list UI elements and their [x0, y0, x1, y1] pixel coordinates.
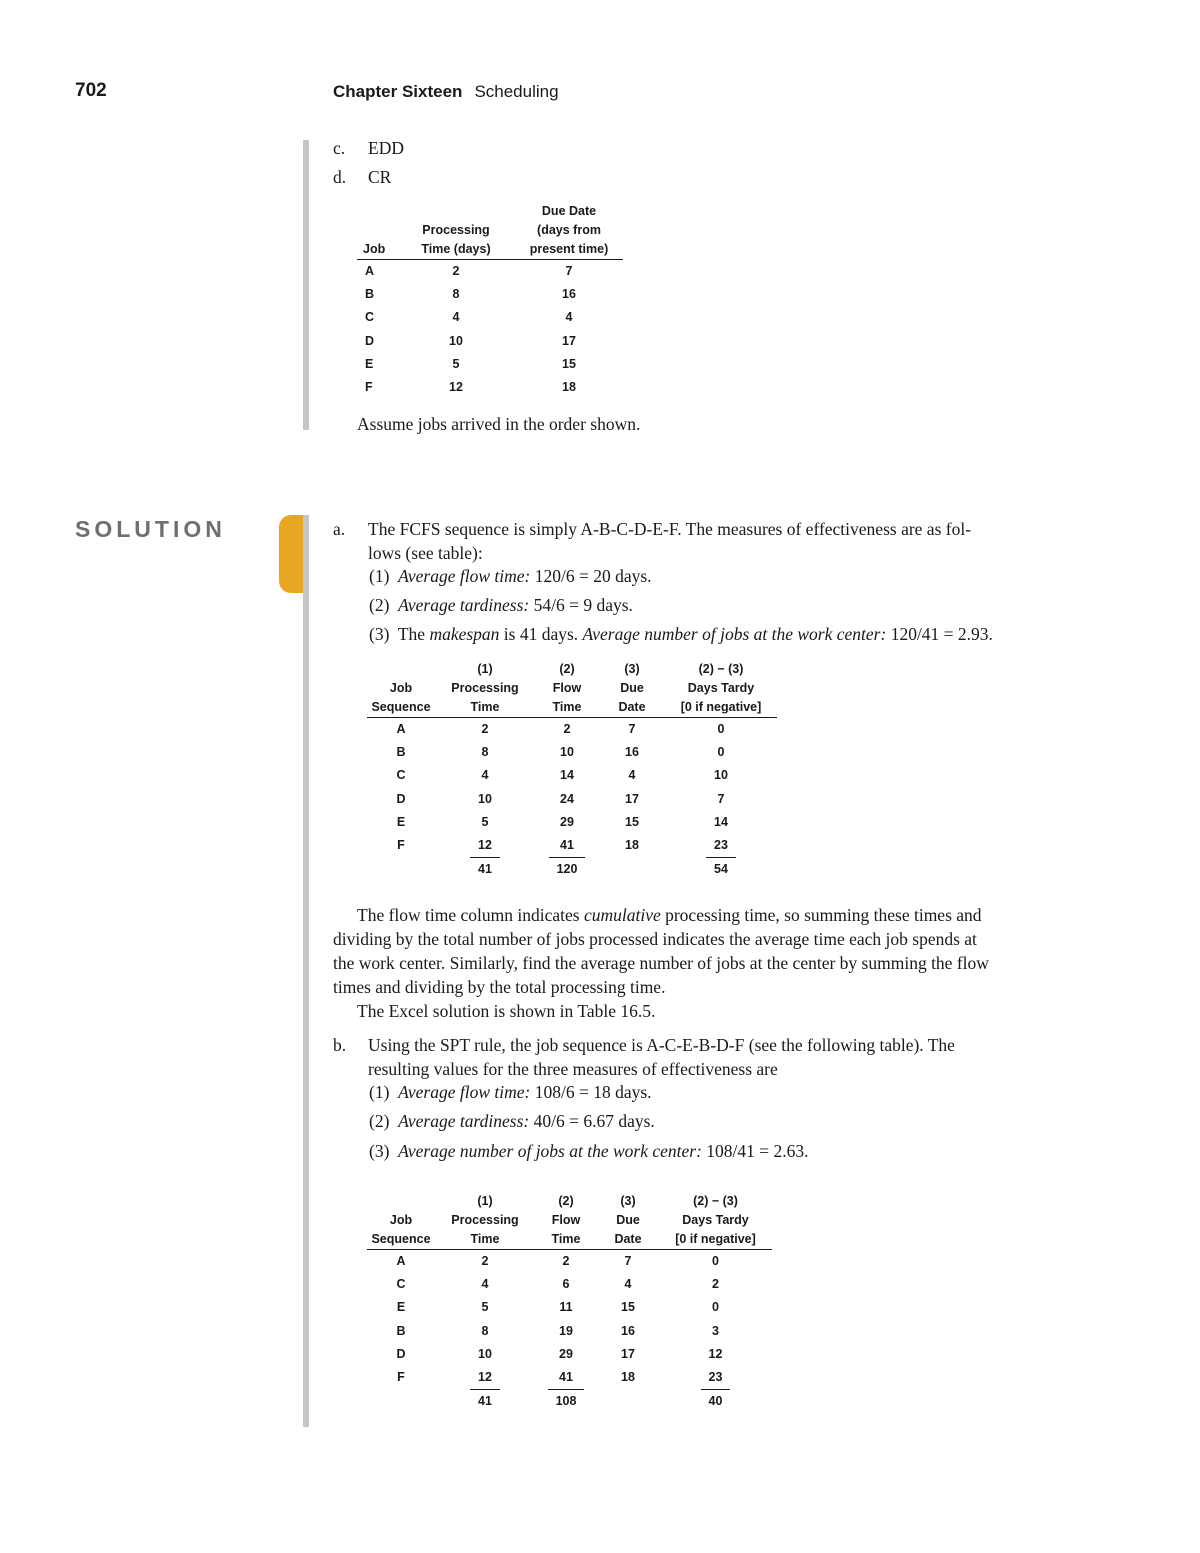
table-cell: 16 — [621, 1323, 635, 1338]
table-cell: 2 — [563, 722, 571, 736]
table-cell: B — [365, 287, 375, 302]
table-total-cell — [435, 857, 535, 881]
table-cell: 15 — [562, 356, 576, 371]
measure-makespan — [369, 622, 993, 646]
table-header-cell — [397, 202, 515, 221]
total-value: 108 — [548, 1389, 585, 1411]
table-header-cell: Processing — [422, 223, 490, 237]
table-header-cell: Sequence — [367, 1230, 435, 1250]
table-cell: 11 — [559, 1300, 573, 1315]
table-cell: 7 — [624, 1254, 632, 1268]
table-cell: 14 — [560, 768, 574, 783]
table-cell: 6 — [562, 1277, 570, 1292]
table-header-cell: Due Date — [541, 204, 597, 218]
table-cell: 0 — [712, 1300, 719, 1315]
measure-avg-jobs — [369, 1139, 809, 1163]
table-cell: C — [396, 1277, 406, 1292]
table-cell: 8 — [481, 1323, 489, 1338]
table-header-row — [367, 660, 777, 679]
total-value: 54 — [706, 857, 736, 879]
table-header-cell: Due — [616, 1213, 640, 1227]
table-cell: 8 — [481, 745, 489, 760]
part-letter: b. — [333, 1035, 347, 1055]
spt-table — [367, 1192, 772, 1413]
table-cell: F — [397, 838, 405, 853]
fcfs-table — [367, 660, 777, 881]
table-cell: 41 — [559, 1370, 573, 1385]
measure-value: 108/6 = 18 days. — [534, 1082, 652, 1102]
measure-value: 40/6 = 6.67 days. — [533, 1111, 655, 1131]
table-cell: 2 — [481, 722, 489, 736]
measure-label: Average tardiness: — [398, 595, 530, 615]
table-header-cell — [367, 1192, 435, 1211]
table-header-row — [367, 1230, 772, 1250]
table-cell: 10 — [478, 791, 492, 806]
paragraph-line: the work center. Similarly, find the average number of jobs at the center by summing the flow — [333, 953, 989, 973]
table-cell: 2 — [712, 1277, 719, 1292]
paragraph-line: dividing by the total number of jobs processed indicates the average time each job spends at — [333, 929, 977, 949]
table-cell: 18 — [625, 838, 639, 853]
table-cell: 23 — [714, 838, 728, 853]
table-cell: 12 — [478, 838, 492, 853]
table-cell: D — [396, 1346, 406, 1361]
total-value: 41 — [470, 857, 500, 879]
table-cell: 2 — [562, 1254, 570, 1268]
problem-margin-rule — [303, 140, 309, 430]
table-cell: 5 — [481, 814, 489, 829]
table-row — [367, 788, 777, 811]
table-cell: 0 — [712, 1254, 719, 1268]
table-header-row — [357, 240, 623, 260]
table-header-cell: (3) — [620, 1194, 636, 1208]
table-header-cell: Job — [357, 240, 397, 260]
measure-value: 120/6 = 20 days. — [534, 566, 652, 586]
table-cell: 23 — [708, 1370, 723, 1385]
table-total-cell — [435, 1389, 535, 1413]
measure-number: (2) — [369, 1111, 390, 1131]
table-row — [367, 1320, 772, 1343]
table-cell: 17 — [625, 791, 639, 806]
table-cell: 2 — [452, 264, 460, 278]
table-cell — [597, 1389, 659, 1413]
table-total-cell — [659, 1389, 772, 1413]
table-cell: D — [365, 333, 375, 348]
table-header-cell: Time — [535, 1230, 597, 1250]
table-total-cell — [535, 1389, 597, 1413]
table-cell: 10 — [560, 745, 574, 760]
table-cell: 29 — [559, 1346, 573, 1361]
table-header-cell: Processing — [451, 681, 519, 695]
table-header-row — [367, 698, 777, 718]
table-header-cell: (2) − (3) — [693, 1194, 738, 1208]
table-cell: 12 — [449, 380, 463, 395]
table-totals-row — [367, 857, 777, 881]
measure-label: Average number of jobs at the work center: — [398, 1141, 702, 1161]
total-value: 41 — [470, 1389, 500, 1411]
problem-jobs-table — [357, 202, 623, 399]
running-head — [333, 82, 559, 102]
table-header-row — [357, 202, 623, 221]
table-cell: B — [396, 745, 406, 760]
table-row — [367, 1366, 772, 1389]
problem-note: Assume jobs arrived in the order shown. — [357, 414, 641, 434]
table-cell: 17 — [621, 1346, 635, 1361]
table-cell: E — [365, 356, 374, 371]
table-cell: C — [365, 310, 375, 325]
solution-tab — [279, 515, 305, 593]
measure-text: The — [397, 624, 426, 644]
table-header-cell: [0 if negative] — [659, 1230, 772, 1250]
section-title: Scheduling — [474, 82, 559, 101]
measure-avg-flow-time — [369, 564, 652, 588]
table-cell: 15 — [625, 814, 639, 829]
measure-avg-tardiness — [369, 593, 633, 617]
table-header-row — [357, 221, 623, 240]
table-header-cell: (1) — [477, 662, 493, 676]
measure-label: makespan — [429, 624, 500, 644]
measure-avg-flow-time — [369, 1080, 652, 1104]
part-intro-line: Using the SPT rule, the job sequence is A-C-E-B-D-F (see the following table). The — [368, 1035, 955, 1055]
table-row — [367, 1273, 772, 1296]
table-total-cell — [535, 857, 599, 881]
table-cell: 17 — [562, 333, 576, 348]
measure-label: Average number of jobs at the work center: — [582, 624, 887, 644]
table-header-cell: (2) — [559, 662, 575, 676]
table-cell: 4 — [624, 1277, 632, 1292]
table-cell: C — [396, 768, 406, 783]
table-row — [357, 306, 623, 329]
table-cell: A — [396, 722, 406, 736]
measure-number: (3) — [369, 624, 390, 644]
table-header-cell: Days Tardy — [687, 681, 755, 695]
table-cell: 10 — [478, 1346, 492, 1361]
table-header-row — [367, 679, 777, 698]
table-header-cell: Time — [435, 1230, 535, 1250]
table-cell: F — [365, 380, 373, 395]
table-header-cell: (days from — [537, 223, 601, 237]
excel-note: The Excel solution is shown in Table 16.5. — [357, 1001, 656, 1021]
table-row — [367, 718, 777, 742]
table-header-cell: Due — [620, 681, 644, 695]
table-cell: 8 — [452, 287, 460, 302]
table-header-cell: Days Tardy — [682, 1213, 749, 1227]
paragraph-line: times and dividing by the total processing time. — [333, 977, 666, 997]
table-header-cell: [0 if negative] — [665, 698, 777, 718]
table-cell: 10 — [449, 333, 463, 348]
part-intro-line: resulting values for the three measures of effectiveness are — [368, 1059, 778, 1079]
table-cell — [367, 1389, 435, 1413]
table-header-cell: Job — [389, 1213, 413, 1227]
table-header-cell: Date — [599, 698, 665, 718]
item-text: CR — [368, 167, 392, 187]
measure-value: 120/41 = 2.93. — [890, 624, 993, 644]
measure-avg-tardiness — [369, 1109, 655, 1133]
table-cell: F — [397, 1370, 405, 1385]
table-cell: 7 — [717, 791, 725, 806]
table-cell: 4 — [481, 768, 489, 783]
table-cell: D — [396, 791, 406, 806]
table-cell: 4 — [628, 768, 636, 783]
measure-number: (2) — [369, 595, 390, 615]
table-cell: 5 — [481, 1300, 489, 1315]
item-letter: d. — [333, 167, 347, 187]
measure-number: (1) — [369, 1082, 390, 1102]
table-header-row — [367, 1211, 772, 1230]
item-letter: c. — [333, 138, 346, 158]
total-value: 40 — [701, 1389, 731, 1411]
measure-text: is 41 days. — [503, 624, 579, 644]
table-header-cell: Processing — [451, 1213, 519, 1227]
table-cell: A — [396, 1254, 406, 1268]
table-cell: 10 — [714, 768, 728, 783]
table-cell: 0 — [717, 722, 725, 736]
table-cell: 7 — [565, 264, 573, 278]
table-cell — [599, 857, 665, 881]
table-cell: 41 — [560, 838, 574, 853]
table-cell: 15 — [621, 1300, 635, 1315]
table-header-cell — [367, 660, 435, 679]
measure-value: 108/41 = 2.63. — [706, 1141, 809, 1161]
table-cell: 16 — [562, 287, 576, 302]
table-totals-row — [367, 1389, 772, 1413]
table-row — [357, 353, 623, 376]
part-letter: a. — [333, 519, 346, 539]
measure-number: (1) — [369, 566, 390, 586]
table-cell: 0 — [717, 745, 725, 760]
flow-time-paragraph — [333, 903, 1073, 1023]
table-cell: 19 — [559, 1323, 573, 1338]
table-cell: 5 — [452, 356, 460, 371]
table-header-cell: Time (days) — [397, 240, 515, 260]
table-header-cell: Sequence — [367, 698, 435, 718]
table-row — [367, 1250, 772, 1274]
table-cell: E — [396, 814, 406, 829]
table-header-cell: (2) − (3) — [698, 662, 744, 676]
table-row — [357, 376, 623, 399]
table-cell — [367, 857, 435, 881]
table-cell: 18 — [562, 380, 576, 395]
table-row — [367, 1296, 772, 1319]
table-header-cell: (3) — [624, 662, 640, 676]
page-number: 702 — [75, 80, 107, 101]
table-header-row — [367, 1192, 772, 1211]
measure-label: Average flow time: — [398, 566, 531, 586]
table-row — [367, 1343, 772, 1366]
chapter-title: Chapter Sixteen — [333, 82, 463, 101]
table-header-cell: Time — [435, 698, 535, 718]
item-text: EDD — [368, 138, 404, 158]
table-header-cell: (1) — [477, 1194, 493, 1208]
table-cell: 4 — [565, 310, 573, 325]
solution-heading: SOLUTION — [75, 516, 226, 542]
table-row — [357, 330, 623, 353]
table-row — [367, 764, 777, 787]
measure-value: 54/6 = 9 days. — [533, 595, 633, 615]
table-cell: 4 — [452, 310, 460, 325]
paragraph-line: The flow time column indicates cumulative processing time, so summing these times and — [357, 905, 982, 925]
table-cell: A — [365, 264, 375, 278]
table-cell: 18 — [621, 1370, 635, 1385]
measure-label: Average tardiness: — [398, 1111, 530, 1131]
table-row — [367, 811, 777, 834]
table-header-cell — [357, 221, 397, 240]
measure-label: Average flow time: — [398, 1082, 531, 1102]
measure-number: (3) — [369, 1141, 390, 1161]
table-row — [357, 260, 623, 284]
table-row — [357, 283, 623, 306]
table-cell: 12 — [478, 1370, 492, 1385]
table-cell: 14 — [714, 814, 728, 829]
table-cell: E — [396, 1300, 406, 1315]
table-cell: 2 — [481, 1254, 489, 1268]
table-row — [367, 741, 777, 764]
table-header-cell: Flow — [551, 1213, 581, 1227]
table-header-cell: Job — [389, 681, 413, 695]
total-value: 120 — [549, 857, 586, 879]
emphasis-word: cumulative — [583, 905, 661, 925]
table-cell: 12 — [708, 1346, 723, 1361]
table-cell: 29 — [560, 814, 574, 829]
table-cell: 3 — [712, 1323, 719, 1338]
table-header-cell: Time — [535, 698, 599, 718]
table-header-cell: present time) — [515, 240, 623, 260]
solution-margin-rule — [303, 515, 309, 1427]
table-cell: 7 — [628, 722, 636, 736]
table-header-cell: (2) — [558, 1194, 574, 1208]
table-cell: 4 — [481, 1277, 489, 1292]
table-header-cell: Flow — [552, 681, 582, 695]
table-row — [367, 834, 777, 857]
table-header-cell — [357, 202, 397, 221]
table-cell: 16 — [625, 745, 639, 760]
table-total-cell — [665, 857, 777, 881]
part-intro-line: lows (see table): — [368, 543, 483, 563]
table-cell: B — [396, 1323, 406, 1338]
table-cell: 24 — [560, 791, 574, 806]
part-intro-line: The FCFS sequence is simply A-B-C-D-E-F. The measures of effectiveness are as fol- — [368, 519, 972, 539]
table-header-cell: Date — [597, 1230, 659, 1250]
